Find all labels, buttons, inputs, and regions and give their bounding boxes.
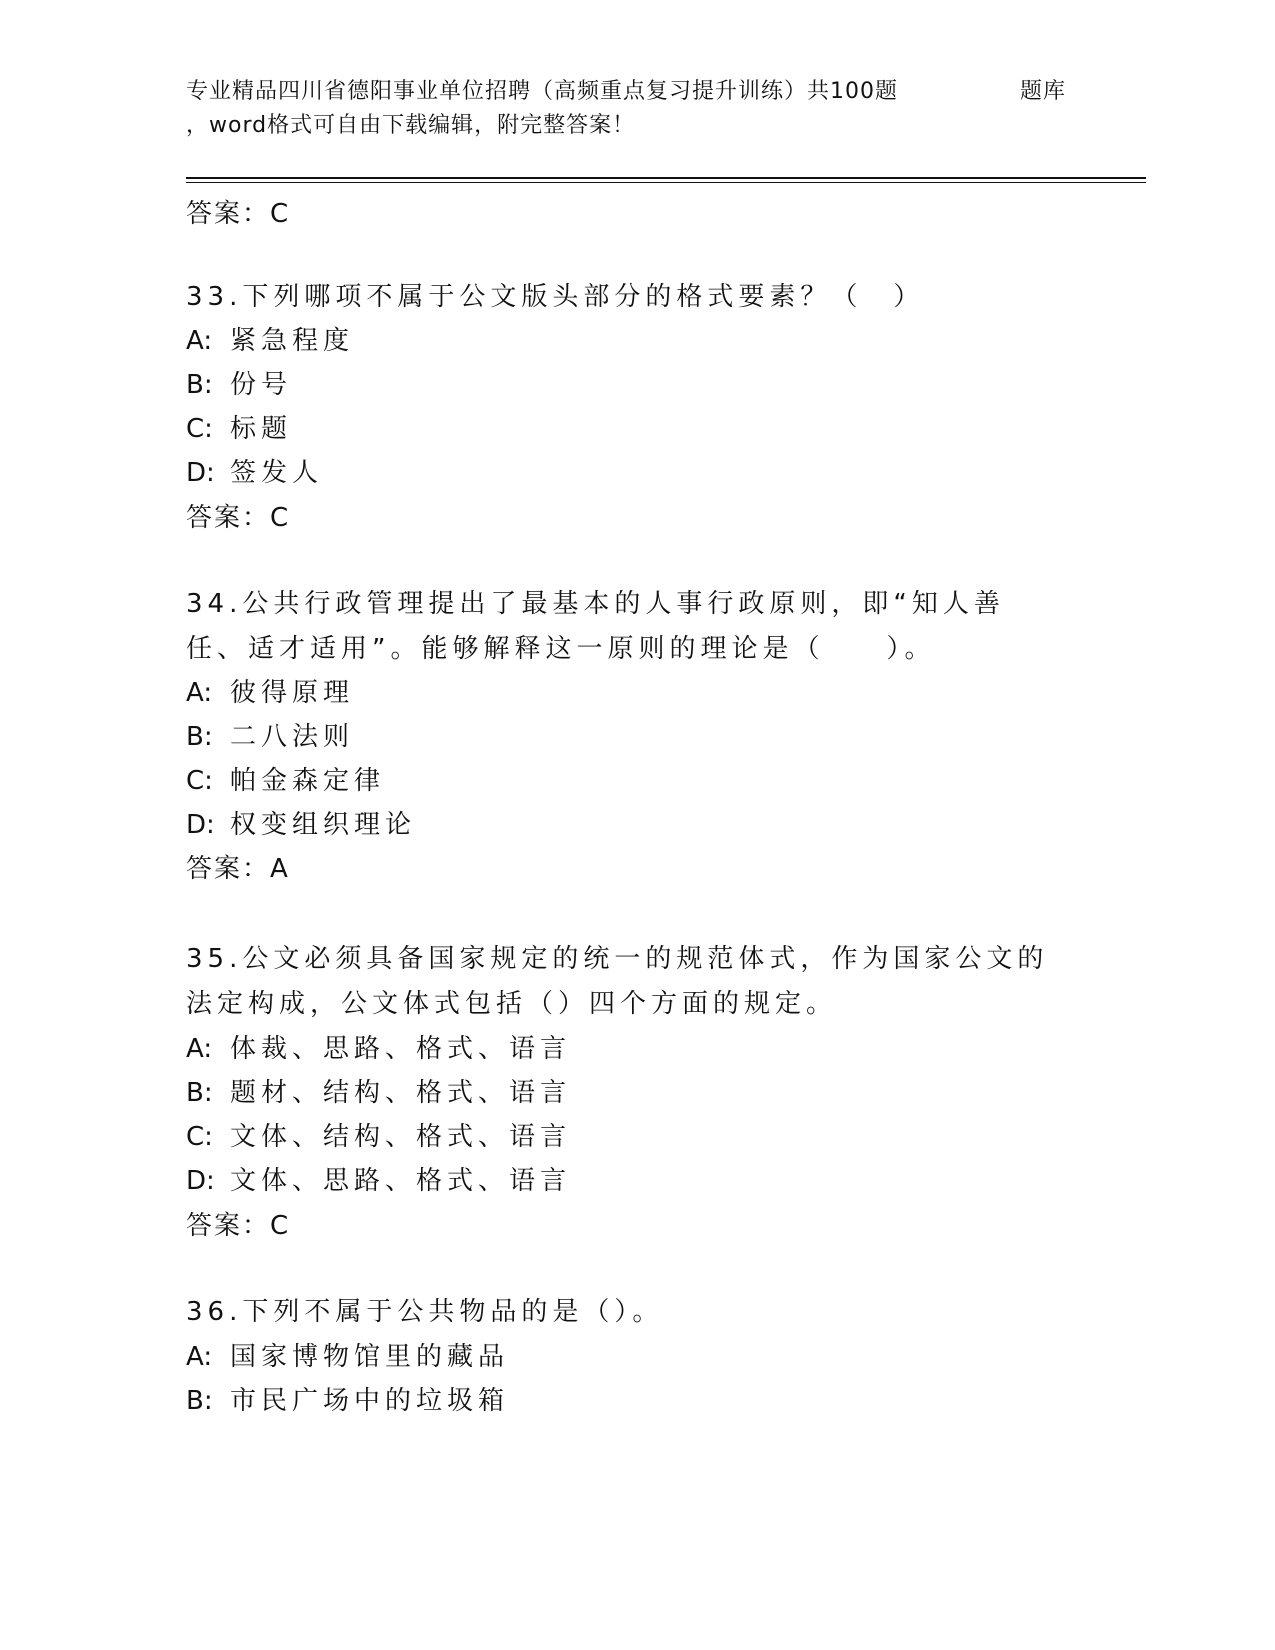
question-33-option-d: [186, 452, 323, 489]
option-label: C:: [186, 1122, 213, 1152]
option-label: C:: [186, 766, 213, 796]
option-text: 紧急程度: [230, 326, 355, 356]
question-35-text: 35.公文必须具备国家规定的统一的规范体式，作为国家公文的法定构成，公文体式包括（）四个方面的规定。: [186, 944, 1049, 1019]
question-36-option-a: [186, 1336, 509, 1373]
option-label: B:: [186, 1386, 213, 1416]
option-text: 签发人: [230, 458, 324, 488]
option-label: B:: [186, 370, 213, 400]
question-33-option-c: [186, 408, 292, 445]
question-34-option-d: [186, 804, 416, 841]
option-text: 国家博物馆里的藏品: [230, 1342, 510, 1372]
question-34-text: 34.公共行政管理提出了最基本的人事行政原则，即“知人善任、适才适用”。能够解释这一原则的理论是（ ）。: [186, 589, 1005, 664]
question-35-answer: 答案：C: [186, 1211, 291, 1241]
option-label: C:: [186, 414, 213, 444]
option-text: 市民广场中的垃圾箱: [230, 1386, 510, 1416]
question-33-option-a: [186, 320, 354, 357]
question-35-option-b: [186, 1072, 571, 1109]
header-rule-thick: [186, 177, 1146, 179]
header-right-label: 题库: [1020, 79, 1067, 104]
question-34-option-c: [186, 760, 385, 797]
option-text: 帕金森定律: [230, 766, 386, 796]
option-label: B:: [186, 1078, 213, 1108]
option-text: 二八法则: [230, 722, 355, 752]
question-34-option-b: [186, 716, 354, 753]
option-text: 文体、结构、格式、语言: [230, 1122, 572, 1152]
option-text: 彼得原理: [230, 678, 355, 708]
question-35-option-a: [186, 1028, 571, 1065]
option-text: 体裁、思路、格式、语言: [230, 1034, 572, 1064]
question-36-text: 36.下列不属于公共物品的是（）。: [186, 1297, 664, 1327]
header-rule-thin: [186, 182, 1146, 183]
question-35-option-c: [186, 1116, 571, 1153]
option-text: 题材、结构、格式、语言: [230, 1078, 572, 1108]
option-label: B:: [186, 722, 213, 752]
option-label: D:: [186, 810, 215, 840]
option-text: 权变组织理论: [230, 810, 417, 840]
option-label: D:: [186, 1166, 215, 1196]
previous-answer: 答案：C: [186, 199, 291, 229]
option-label: A:: [186, 678, 213, 708]
option-label: A:: [186, 326, 213, 356]
option-label: D:: [186, 458, 215, 488]
option-text: 标题: [230, 414, 293, 444]
question-33-text: 33.下列哪项不属于公文版头部分的格式要素？（ ）: [186, 282, 925, 312]
option-text: 文体、思路、格式、语言: [230, 1166, 572, 1196]
question-34-answer: 答案：A: [186, 854, 290, 884]
question-33-option-b: [186, 364, 292, 401]
question-35-option-d: [186, 1160, 571, 1197]
question-34-option-a: [186, 672, 354, 709]
header-subtitle: ，word格式可自由下载编辑，附完整答案！: [186, 113, 636, 138]
option-label: A:: [186, 1342, 213, 1372]
question-33-answer: 答案：C: [186, 503, 291, 533]
option-label: A:: [186, 1034, 213, 1064]
header-title: 专业精品四川省德阳事业单位招聘（高频重点复习提升训练）共100题: [186, 79, 898, 104]
question-36-option-b: [186, 1380, 509, 1417]
option-text: 份号: [230, 370, 293, 400]
